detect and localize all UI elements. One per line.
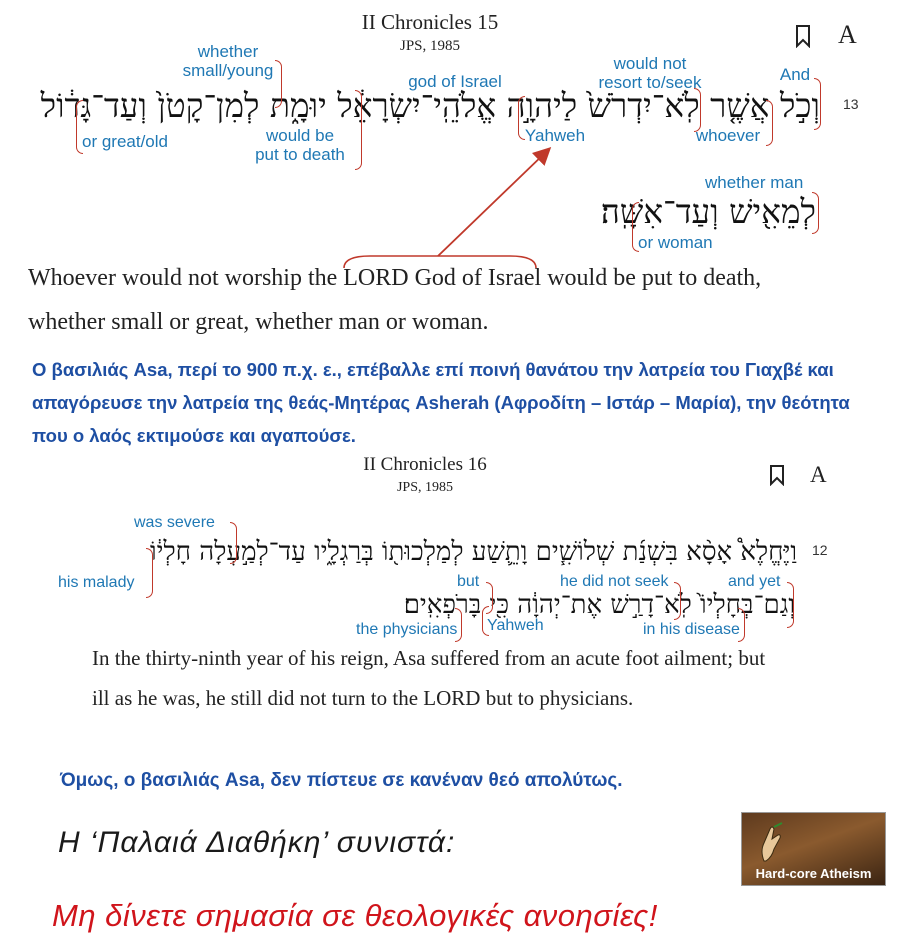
gloss-and: And	[779, 65, 811, 84]
passage2-title: II Chronicles 16	[363, 454, 487, 475]
gloss-yahweh-2: Yahweh	[487, 617, 544, 634]
gloss-and-yet: and yet	[728, 573, 781, 590]
hand-icon	[756, 821, 786, 865]
gloss-or-great: or great/old	[82, 132, 168, 151]
passage2-hebrew-line2: וְגַם־בְּחָלְיוֹ֙ לֹֽא־דָרַ֣שׁ אֶת־יְהוָ֔ה כִּ֖י בָּרֹפְאִֽים׃	[403, 590, 795, 620]
hard-core-atheism-logo	[741, 812, 886, 886]
bracket-physicians	[455, 608, 462, 642]
bracket-and	[814, 78, 821, 130]
bracket-yahweh	[518, 96, 525, 140]
gloss-his-malady: his malady	[58, 574, 135, 591]
bookmark-icon-2[interactable]	[769, 464, 785, 486]
gloss-would-not-seek: would not resort to/seek	[598, 54, 702, 92]
bracket-his-malady	[146, 548, 153, 598]
gloss-was-severe: was severe	[134, 514, 215, 531]
bracket-did-not-seek	[674, 582, 681, 620]
bookmark-icon[interactable]	[794, 24, 812, 48]
gloss-whether-man: whether man	[705, 173, 804, 192]
logo-text: Hard-core Atheism	[755, 866, 872, 881]
bracket-and-yet	[787, 582, 794, 628]
bracket-yahweh-2	[482, 606, 489, 636]
bracket-whether-man	[812, 192, 819, 234]
bracket-would-not	[694, 88, 701, 132]
passage1-version: JPS, 1985	[399, 38, 461, 54]
passage2-english: In the thirty-ninth year of his reign, Asa suffered from an acute foot ailment; but ill as he was, he still did not turn to the LORD but to physicians.	[92, 646, 766, 710]
gloss-or-woman: or woman	[638, 233, 713, 252]
passage1-hebrew-line1: וְכֹ֣ל אֲשֶׁ֤ר לֹֽא־יִדְרֹשׁ֙ לַיהוָ֣ה אֱלֹהֵֽי־יִשְׂרָאֵ֔ל יוּמָ֑ת לְמִן־קָטֹן֙ וְעַד־גָּד֔וֹל	[40, 86, 820, 125]
gloss-he-did-not-seek: he did not seek	[560, 573, 669, 590]
gloss-yahweh: Yahweh	[524, 126, 586, 145]
greek-note-2: Όμως, ο βασιλιάς Asa, δεν πίστευε σε κανέναν θεό απολύτως.	[60, 770, 623, 791]
passage2-version: JPS, 1985	[396, 480, 454, 495]
passage2-hebrew-line1: וַיֶּחֱלֶא֩ אָסָ֨א בִּשְׁנַ֜ת שְׁלוֹשִׁ֧ים וָתֵ֛שַׁע לְמַלְכוּת֖וֹ בְּרַגְלָ֑יו עַד־לְמַ֣עְלָה חָלְי֔וֹ	[149, 537, 797, 567]
font-size-button[interactable]: A	[838, 20, 857, 49]
gloss-in-his-disease: in his disease	[643, 621, 740, 638]
bracket-in-his-disease	[738, 608, 745, 642]
gloss-the-physicians: the physicians	[356, 621, 458, 638]
footer-line-2: Μη δίνετε σημασία σε θεολογικές ανοησίες!	[52, 898, 658, 933]
bracket-whether-small	[275, 60, 282, 108]
bracket-was-severe	[230, 522, 237, 564]
bracket-whoever	[766, 100, 773, 146]
passage1-hebrew-line2: לְמֵאִ֖ישׁ וְעַד־אִשָּֽׁה׃	[600, 192, 816, 231]
gloss-would-be-put-to-death: would be put to death	[255, 126, 345, 164]
gloss-whoever: whoever	[695, 126, 761, 145]
passage1-english: Whoever would not worship the LORD God of Israel would be put to death, whether small or great, whether man or woman.	[28, 265, 762, 335]
gloss-god-of-israel: god of Israel	[408, 72, 502, 91]
gloss-but: but	[457, 573, 480, 590]
bracket-or-great	[76, 100, 83, 154]
passage1-verse-number: 13	[843, 96, 859, 112]
footer-line-1: Η ‘Παλαιά Διαθήκη’ συνιστά:	[58, 826, 456, 859]
passage1-title: II Chronicles 15	[361, 10, 499, 34]
bracket-or-woman	[632, 202, 639, 252]
gloss-whether-small: whether small/young	[182, 42, 274, 80]
passage2-verse-number: 12	[812, 542, 828, 558]
font-size-button-2[interactable]: A	[810, 462, 827, 487]
greek-note-1: Ο βασιλιάς Asa, περί το 900 π.χ. ε., επέβαλλε επί ποινή θανάτου την λατρεία του Γιαχβέ και απαγόρευσε την λατρεία της θεάς-Μητέρας Asherah (Αφροδίτη – Ιστάρ – Μαρία), την θεότητα που ο λαός εκτιμούσε και αγαπούσε.	[32, 359, 850, 446]
